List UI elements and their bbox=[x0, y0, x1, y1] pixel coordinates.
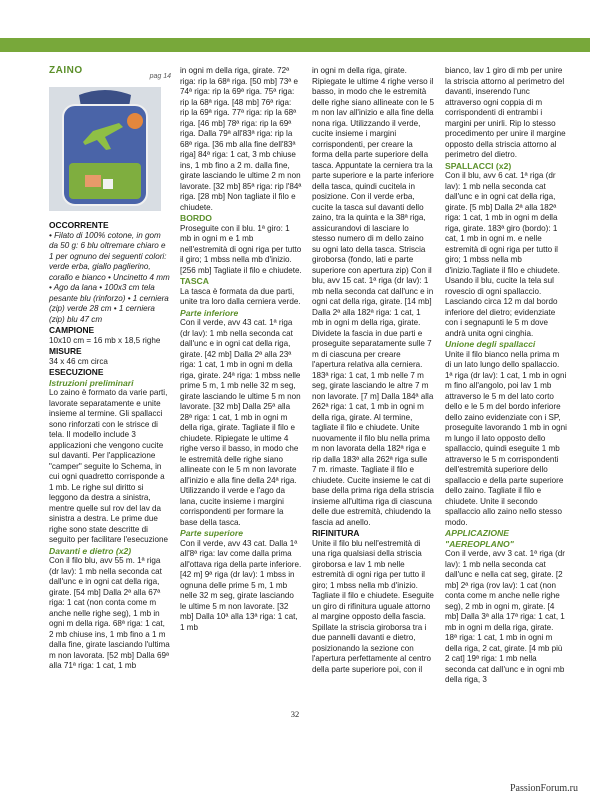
davanti-heading: Davanti e dietro (x2) bbox=[49, 545, 132, 556]
bordo-text: Proseguite con il blu. 1ª giro: 1 mb in ogni m e 1 mb nell'estremità di ogni riga per tutto il giro; 1 mbss nella mb d'inizio. [256 mb] Tagliate il filo e chiudete. bbox=[180, 223, 302, 275]
spallacci-heading: SPALLACCI (x2) bbox=[445, 160, 512, 171]
column-4 bbox=[445, 66, 567, 686]
column-1 bbox=[49, 66, 171, 672]
col3-text: in ogni m della riga, girate. Ripiegate le ultime 4 righe verso il basso, in modo che le estremità delle righe siano allineate con le 5 m non lav all'inizio e alla fine della nona riga. Utilizzando il verde, cucite insieme i margini corrispondenti, per creare la forma della parte superiore della tasca. Appuntate la cerniera tra la parte superiore e la parte inferiore della tasca, quindi cucitela in posizione. Con il verde erba, cucite la tasca sul davanti dello zaino, tra la quinta e la 38ª riga, assicurandovi di lasciare lo stesso numero di m dello zaino su ogni lato della tasca. Striscia giroborsa (fondo, lati e parte superiore con apertura zip) Con il blu, avv 15 cat. 1ª riga (dr lav): 1 mb nella seconda cat dall'unc e in ogni cat della riga, girate. [14 mb] Dalla 2ª alla 182ª riga: 1 cat, 1 mb in ogni m della riga, girate. Dividete la fascia in due parti e proseguite separatamente sulle 7 m di ciascuna per creare l'apertura relativa alla cerniera. 183ª riga: 1 cat, 1 mb nelle 7 m seg, girate lasciando le altre 7 m non lavorate. [7 m] Dalla 184ª alla 262ª riga: 1 cat, 1 mb in ogni m della riga, girate. Al termine, tagliate il filo e chiudete. Unite nuovamente il filo blu nella prima m non lavorata della 182ª riga e rip dalla 183ª alla 262ª riga sulle 7 m. rimaste. Tagliate il filo e chiudete. Cucite insieme le cat di base della prima riga della striscia insieme all'ultima riga di ciascuna delle due estremità, chiudendo la fascia ad anello. bbox=[312, 66, 434, 527]
page-reference: pag 14 bbox=[149, 73, 171, 80]
rifinitura-text: Unite il filo blu nell'estremità di una riga qualsiasi della striscia giroborsa e lav 1 mb nelle estremità di ogni riga per tutto il giro; 1 mbss nella mb d'inizio. Tagliate il filo e chiudete. Eseguite un giro di rifinitura uguale attorno al margine opposto della fascia. Spillate la striscia giroborsa tra i due pannelli davanti e dietro, posizionando la sezione con l'apertura perfettamente al centro della parte superiore poi, con il bbox=[312, 538, 434, 674]
misure-heading: MISURE bbox=[49, 346, 82, 356]
watermark: PassionForum.ru bbox=[509, 783, 578, 794]
occorrente-heading: OCCORRENTE bbox=[49, 220, 109, 230]
col4-text: bianco, lav 1 giro di mb per unire la striscia attorno al perimetro del davanti, inserendo l'unc attraverso ogni coppia di m corrispondenti di entrambi i margini per unirli. Rip lo stesso procedimento per unire il margine opposto della striscia attorno al perimetro del dietro. bbox=[445, 66, 566, 159]
occorrente-text: • Filato di 100% cotone, in gom da 50 g: 6 blu oltremare chiaro e 1 per ognuno dei seguenti colori: verde erba, giallo paglierino, corallo e bianco • Uncinetto 4 mm • Ago da lana • 100x3 cm tela pesante blu (rinforzo) • 1 cerniera (zip) verde 28 cm • 1 cerniera (zip) blu 47 cm bbox=[49, 230, 170, 324]
header-band bbox=[0, 38, 590, 52]
applicazione-heading: APPLICAZIONE "AEREOPLANO" bbox=[445, 528, 514, 549]
bordo-heading: BORDO bbox=[180, 213, 212, 223]
tasca-heading: TASCA bbox=[180, 276, 209, 286]
superiore-heading: Parte superiore bbox=[180, 528, 244, 538]
rifinitura-heading: RIFINITURA bbox=[312, 528, 360, 538]
esecuzione-heading: ESECUZIONE bbox=[49, 367, 104, 377]
unione-heading: Unione degli spallacci bbox=[445, 339, 536, 349]
column-2 bbox=[180, 66, 302, 633]
campione-text: 10x10 cm = 16 mb x 18,5 righe bbox=[49, 335, 161, 345]
spallacci-text: Con il blu, avv 6 cat. 1ª riga (dr lav): 1 mb nella seconda cat dall'unc e in ogni cat della riga, girate. [5 mb] Dalla 2ª alla 182ª riga: 1 cat, 1 mb in ogni m della riga, girate. 183ª giro (bordo): 1 cat, 1 mb in ogni m. e nelle estremità di ogni riga per tutto il giro; 1 mbss nella mb d'inizio.Tagliate il filo e chiudete. Usando il blu, cucite la tela sul rovescio di ogni spallaccio. Lasciando circa 12 m dal bordo inferiore del dietro; evidenziate con i segnapunti le 5 m dove andrà unita ogni cinghia. bbox=[445, 171, 560, 338]
applicazione-text: Con il verde, avv 3 cat. 1ª riga (dr lav): 1 mb nella seconda cat dall'unc e nella cat seg, girate. [2 mb] 2ª riga (rov lav): 1 cat (non conta come m anche nelle righe seg), 2 mb in ogni m, girate. [4 mb] Dalla 3ª alla 17ª riga: 1 cat, 1 mb in ogni m della riga, girate. 18ª riga: 1 cat, 1 mb in ogni m della riga, 2 cat, girate. [4 mb più 2 cat] 19ª riga: 1 mb nella seconda cat dall'unc e in ogni mb della riga, 3 bbox=[445, 549, 565, 684]
inferiore-text: Con il verde, avv 43 cat. 1ª riga (dr lav): 1 mb nella seconda cat dall'unc e in ogni cat della riga, girate. [42 mb] Dalla 2ª alla 23ª riga: 1 cat, 1 mb in ogni m della riga, girate. 24ª riga: 1 mbss nelle prime 5 m, 1 mb nelle 32 m seg, girate lasciando le ultime 5 m non lavorate. [32 mb] Dalla 25ª alla 28ª riga: 1 cat, 1 mb in ogni m della riga, girate. Tagliate il filo e chiudete. Ripiegate le ultime 4 righe verso il basso, in modo che le estremità delle righe siano allineate con le 5 m non lavorate all'inizio e alla fine della 24ª riga. Utilizzando il verde e l'ago da lana, cucite insieme i margini corrispondenti per formare la base della tasca. bbox=[180, 318, 301, 527]
column-3 bbox=[312, 66, 434, 675]
backpack-photo bbox=[49, 87, 161, 211]
col2-text: in ogni m della riga, girate. 72ª riga: rip la 68ª riga. [50 mb] 73ª e 74ª riga: rip la 69ª riga. 75ª riga: rip la 68ª riga. [48 mb] 76ª riga: rip la 69ª riga. 77ª riga: rip la 68ª riga. [46 mb] 78ª riga: rip la 69ª riga. Dalla 79ª all'83ª riga: rip la 68ª riga. [36 mb alla fine dell'83ª riga] 84ª riga: 1 cat, 3 mb chiuse ins, 1 mb fino a 2 m. dalla fine, girate lasciando le ultime 2 m non lavorate. [32 mb] 85ª riga: rip l'84ª riga. [28 mb] Non tagliate il filo e chiudete. bbox=[180, 66, 302, 212]
tasca-text: La tasca è formata da due parti, unite tra loro dalla cerniera verde. bbox=[180, 286, 301, 306]
superiore-text: Con il verde, avv 43 cat. Dalla 1ª all'8ª riga: lav come dalla prima all'ottava riga della parte inferiore. [42 m] 9ª riga (dr lav): 1 mbss in ognuna delle prime 5 m, 1 mb nelle 32 m seg, girate lasciando le ultime 5 m non lavorate. [32 mb] Dalla 10ª alla 13ª riga: 1 cat, 1 mb bbox=[180, 538, 302, 632]
istruzioni-text: Lo zaino è formato da varie parti, lavorate separatamente e unite insieme al termine. Gli spallacci sono rinforzati con le strisce di tela. Il modello include 3 applicazioni che vengono cucite sul davanti. Per l'applicazione "camper" seguite lo Schema, in cui ogni quadretto corrisponde a 1 mb. Le righe sul diritto si leggono da destra a sinistra, mentre quelle sul rov del lav da sinistra a destra. Le prime due righe sono state descritte di seguito per facilitare l'esecuzione bbox=[49, 388, 168, 544]
unione-text: Unite il filo bianco nella prima m di un lato lungo dello spallaccio. 1ª riga (dr lav): 1 cat, 1 mb in ogni m fino all'angolo, poi lav 1 mb attraverso le 5 m del lato corto dello e le 5 m del bordo inferiore dello zaino evidenziate con i SP, proseguite lavorando 1 mb in ogni m lungo il lato opposto dello spallaccio, quindi eseguite 1 mb attraverso le 5 m corrispondenti dell'estremità superiore dello spallaccio e della parte superiore dello zaino. Tagliate il filo e chiudete. Unite il secondo spallaccio allo zaino nello stesso modo. bbox=[445, 349, 567, 527]
davanti-text: Con il filo blu, avv 55 m. 1ª riga (dr lav): 1 mb nella seconda cat dall'unc e in ogni cat della riga, girate. [54 mb] Dalla 2ª alla 67ª riga: 1 cat (non conta come m anche nelle righe seg), 1 mb in ogni m della riga. 68ª riga: 1 cat, 2 mb chiuse ins, 1 mb fino a 1 m dalla fine, girate lasciando l'ultima m non lavorata. [52 mb] Dalla 69ª alla 71ª riga: 1 cat, 1 mb bbox=[49, 556, 170, 670]
inferiore-heading: Parte inferiore bbox=[180, 307, 239, 318]
pattern-title: ZAINO bbox=[49, 65, 83, 76]
misure-text: 34 x 46 cm circa bbox=[49, 356, 108, 366]
campione-heading: CAMPIONE bbox=[49, 325, 95, 335]
page-number: 32 bbox=[290, 709, 300, 719]
istruzioni-heading: Istruzioni preliminari bbox=[49, 377, 134, 388]
